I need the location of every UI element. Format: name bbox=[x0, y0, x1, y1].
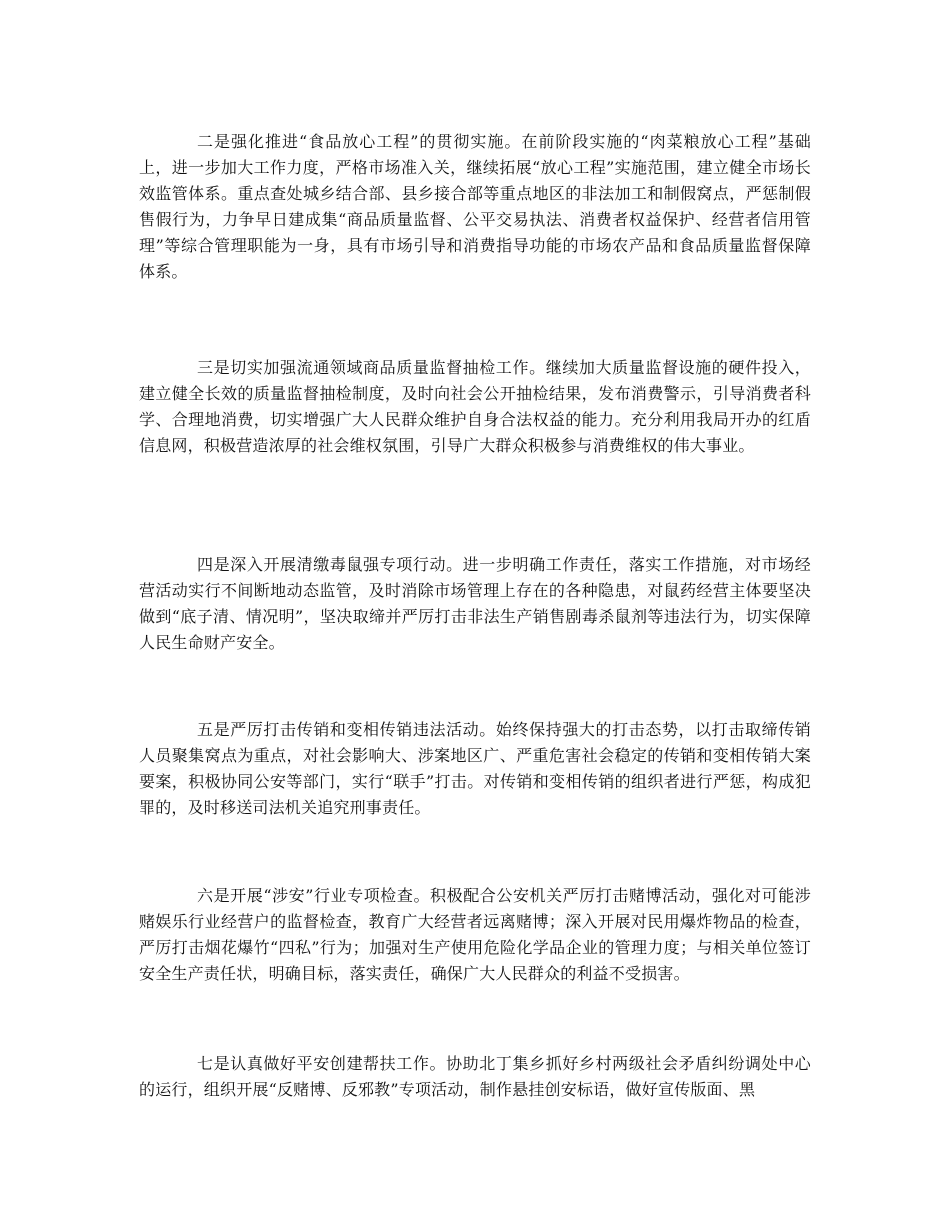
paragraph-safety-industry-inspection: 六是开展“涉安”行业专项检查。积极配合公安机关严厉打击赌博活动，强化对可能涉赌娱乐行业经营户的监督检查，教育广大经营者远离赌博；深入开展对民用爆炸物品的检查，严厉打击烟花爆竹“四私”行为；加强对生产使用危险化学品企业的管理力度；与相关单位签订安全生产责任状，明确目标，落实责任，确保广大人民群众的利益不受损害。 bbox=[139, 886, 811, 983]
paragraph-pyramid-scheme-crackdown: 五是严厉打击传销和变相传销违法活动。始终保持强大的打击态势，以打击取缔传销人员聚集窝点为重点，对社会影响大、涉案地区广、严重危害社会稳定的传销和变相传销大案要案，积极协同公安等部门，实行“联手”打击。对传销和变相传销的组织者进行严惩，构成犯罪的，及时移送司法机关追究刑事责任。 bbox=[139, 720, 811, 817]
paragraph-food-safety-project: 二是强化推进“食品放心工程”的贯彻实施。在前阶段实施的“肉菜粮放心工程”基础上，进一步加大工作力度，严格市场准入关，继续拓展“放心工程”实施范围，建立健全市场长效监管体系。重点查处城乡结合部、县乡接合部等重点地区的非法加工和制假窝点，严惩制假售假行为，力争早日建成集“商品质量监督、公平交易执法、消费者权益保护、经营者信用管理”等综合管理职能为一身，具有市场引导和消费指导功能的市场农产品和食品质量监督保障体系。 bbox=[139, 132, 811, 281]
paragraph-quality-inspection: 三是切实加强流通领域商品质量监督抽检工作。继续加大质量监督设施的硬件投入，建立健全长效的质量监督抽检制度，及时向社会公开抽检结果，发布消费警示，引导消费者科学、合理地消费，切实增强广大人民群众维护自身合法权益的能力。充分利用我局开办的红盾信息网，积极营造浓厚的社会维权氛围，引导广大群众积极参与消费维权的伟大事业。 bbox=[139, 358, 811, 455]
paragraph-rat-poison-campaign: 四是深入开展清缴毒鼠强专项行动。进一步明确工作责任，落实工作措施，对市场经营活动实行不间断地动态监管，及时消除市场管理上存在的各种隐患，对鼠药经营主体要坚决做到“底子清、情况明”，坚决取缔并严厉打击非法生产销售剧毒杀鼠剂等违法行为，切实保障人民生命财产安全。 bbox=[139, 555, 811, 652]
paragraph-safe-community-support: 七是认真做好平安创建帮扶工作。协助北丁集乡抓好乡村两级社会矛盾纠纷调处中心的运行，组织开展“反赌博、反邪教”专项活动，制作悬挂创安标语，做好宣传版面、黑 bbox=[139, 1054, 811, 1099]
